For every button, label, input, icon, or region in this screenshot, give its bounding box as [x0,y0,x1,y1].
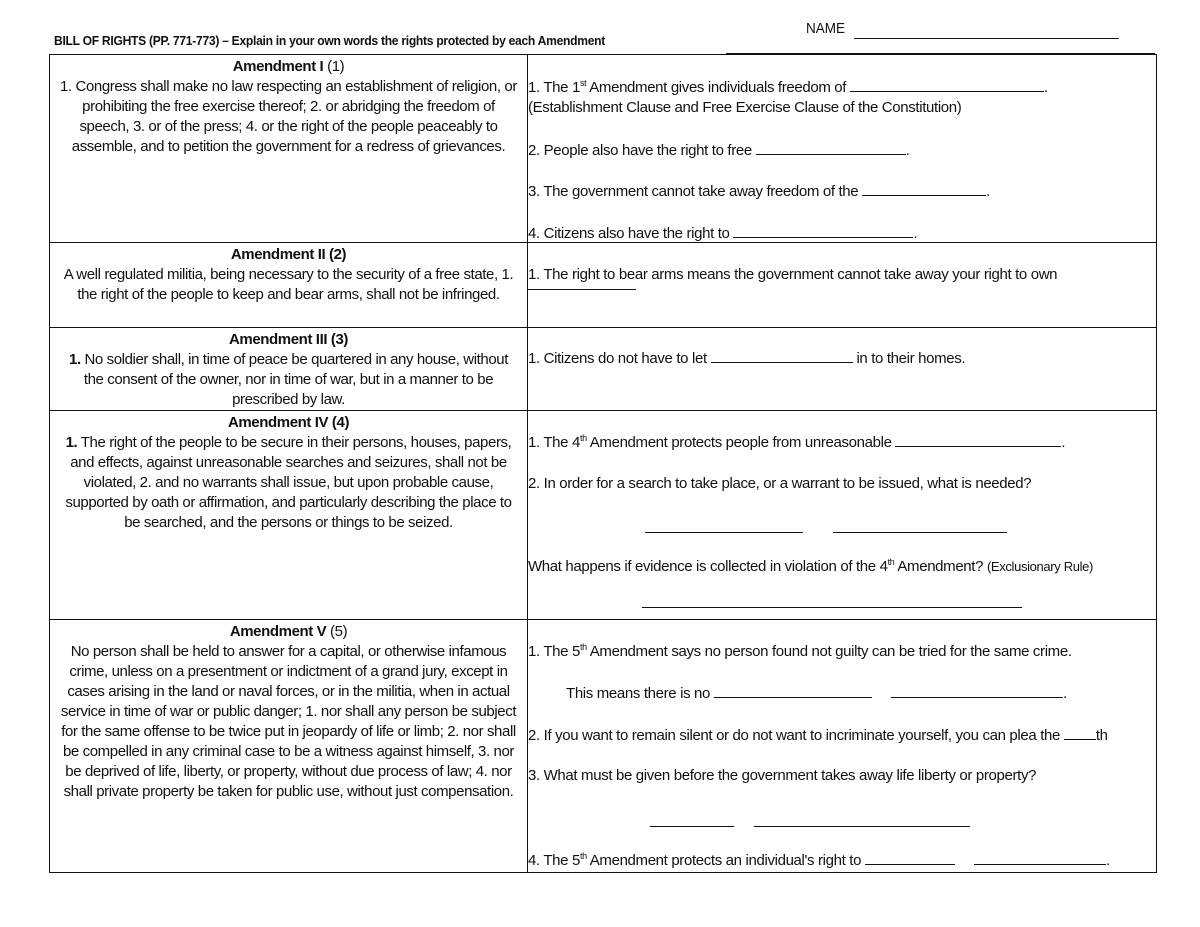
amendment-4-question-1: 1. The 4th Amendment protects people from unreasonable . [528,433,1066,451]
table-row [50,411,1157,620]
answer-blank[interactable] [733,223,913,238]
amendment-5-number: (5) [330,623,348,640]
answer-blank[interactable] [1064,725,1096,740]
name-blank[interactable] [854,38,1119,39]
amendment-5-question-2: 2. If you want to remain silent or do not want to incriminate yourself, you can plea the th [528,727,1108,744]
amendment-3-question-1: 1. Citizens do not have to let in to their homes. [528,350,966,367]
amendment-4-text-cell [50,411,528,620]
amendment-4-questions-cell [528,411,1157,620]
amendment-2-text-cell [50,243,528,328]
amendment-1-question-3: 3. The government cannot take away freedom of the . [528,183,990,200]
table-row [50,243,1157,328]
answer-blank[interactable] [528,289,636,290]
answer-blank[interactable] [891,683,1063,698]
answer-blank[interactable] [865,850,955,865]
amendment-1-number: (1) [327,58,345,75]
amendment-2-questions-cell [528,243,1157,328]
amendments-table [49,54,1157,873]
amendment-1-question-4: 4. Citizens also have the right to . [528,225,918,242]
answer-blank[interactable] [642,607,1022,608]
amendment-5-text-cell [50,620,528,873]
table-row [50,328,1157,411]
answer-blank[interactable] [833,532,1007,533]
answer-blank[interactable] [974,850,1106,865]
answer-blank[interactable] [756,140,906,155]
worksheet-title: BILL OF RIGHTS (PP. 771-773) – Explain in your own words the rights protected by each Amendment [54,33,606,48]
amendment-1-question-1-note: (Establishment Clause and Free Exercise Clause of the Constitution) [528,99,962,116]
amendment-4-question-3: What happens if evidence is collected in violation of the 4th Amendment? (Exclusionary Rule) [528,557,1094,575]
amendment-1-title: Amendment I [232,58,324,75]
amendment-4-text-number: 1. [65,434,78,451]
amendment-1-question-2: 2. People also have the right to free . [528,142,910,159]
amendment-5-question-1-sub: This means there is no . [566,685,1067,702]
amendment-1-questions-cell [528,55,1157,243]
answer-blank[interactable] [714,683,872,698]
amendment-2-text: A well regulated militia, being necessary to the security of a free state, 1. the right of the people to keep and bear arms, shall not be infringed. [63,266,514,303]
amendment-5-question-4: 4. The 5th Amendment protects an individual's right to . [528,851,1110,869]
answer-blank[interactable] [895,432,1061,447]
table-row [50,620,1157,873]
amendment-5-title: Amendment V [229,623,327,640]
amendment-3-text-number: 1. [69,351,81,368]
table-row [50,55,1157,243]
amendment-1-text-cell [50,55,528,243]
amendment-1-text: 1. Congress shall make no law respecting an establishment of religion, or prohibiting the free exercise thereof; 2. or abridging the freedom of speech, 3. or of the press; 4. or the right of the people peaceably to assemble, and to petition the government for a redress of grievances. [60,78,517,155]
amendment-3-text-cell [50,328,528,411]
amendment-5-question-3: 3. What must be given before the government takes away life liberty or property? [528,767,1037,784]
amendment-5-question-1: 1. The 5th Amendment says no person found not guilty can be tried for the same crime. [528,642,1072,660]
amendment-4-question-2: 2. In order for a search to take place, or a warrant to be issued, what is needed? [528,475,1032,492]
amendment-1-question-1: 1. The 1st Amendment gives individuals freedom of . [528,78,1048,96]
amendment-2-title: Amendment II (2) [230,246,347,263]
answer-blank[interactable] [850,77,1044,92]
answer-blank[interactable] [711,348,853,363]
name-label: NAME [806,20,846,37]
amendment-4-title: Amendment IV (4) [227,414,350,431]
amendment-5-questions-cell [528,620,1157,873]
answer-blank[interactable] [650,826,734,827]
answer-blank[interactable] [754,826,970,827]
amendment-3-title: Amendment III (3) [228,331,349,348]
answer-blank[interactable] [862,181,986,196]
amendment-2-question-1: 1. The right to bear arms means the government cannot take away your right to own [528,266,1058,283]
amendment-5-text: No person shall be held to answer for a capital, or otherwise infamous crime, unless on a presentment or indictment of a grand jury, except in cases arising in the land or naval forces, or in the militia, when in actual service in time of war or public danger; 1. nor shall any person be subject for the same offense to be twice put in jeopardy of life or limb; 2. nor shall be compelled in any criminal case to be a witness against himself, 3. nor be deprived of life, liberty, or property, without due process of law; 4. nor shall private property be taken for public use, without just compensation. [60,643,517,800]
answer-blank[interactable] [645,532,803,533]
amendment-3-text: No soldier shall, in time of peace be quartered in any house, without the consent of the owner, nor in time of war, but in a manner to be prescribed by law. [80,351,508,408]
amendment-4-text: The right of the people to be secure in their persons, houses, papers, and effects, against unreasonable searches and seizures, shall not be violated, 2. and no warrants shall issue, but upon probable cause, supported by oath or affirmation, and particularly describing the place to be searched, and the persons or things to be seized. [65,434,512,531]
amendment-3-questions-cell [528,328,1157,411]
